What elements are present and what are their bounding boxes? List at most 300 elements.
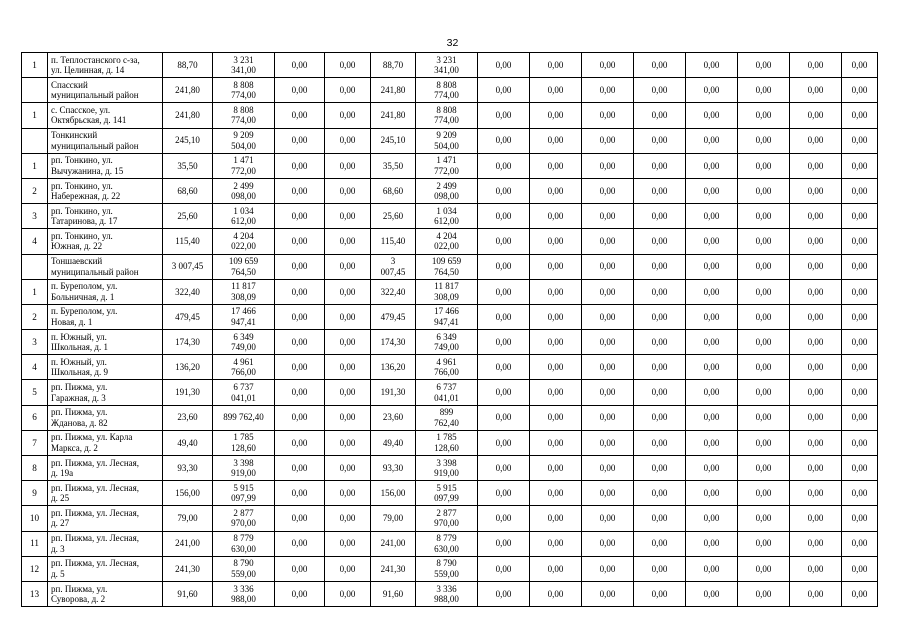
row-number-cell: 4 bbox=[22, 229, 48, 254]
table-row bbox=[22, 304, 878, 329]
area-cell: 68,60 bbox=[163, 178, 213, 203]
value-cell: 0,00 bbox=[530, 254, 582, 279]
address-cell: п. Буреполом, ул. Новая, д. 1 bbox=[48, 304, 163, 329]
value-cell: 0,00 bbox=[582, 481, 634, 506]
value-cell: 0,00 bbox=[478, 481, 530, 506]
value-cell: 0,00 bbox=[790, 53, 842, 78]
value-cell: 0,00 bbox=[634, 481, 686, 506]
value-cell: 0,00 bbox=[738, 405, 790, 430]
value-cell: 0,00 bbox=[842, 229, 878, 254]
area-cell: 79,00 bbox=[371, 506, 416, 531]
value-cell: 0,00 bbox=[738, 103, 790, 128]
value-cell: 0,00 bbox=[686, 178, 738, 203]
value-cell: 0,00 bbox=[478, 380, 530, 405]
cost-cell: 3 398 919,00 bbox=[416, 456, 478, 481]
value-cell: 0,00 bbox=[686, 581, 738, 606]
value-cell: 0,00 bbox=[790, 78, 842, 103]
value-cell: 0,00 bbox=[530, 153, 582, 178]
value-cell: 0,00 bbox=[790, 229, 842, 254]
cost-cell: 109 659 764,50 bbox=[416, 254, 478, 279]
value-cell: 0,00 bbox=[275, 355, 325, 380]
value-cell: 0,00 bbox=[325, 254, 371, 279]
cost-cell: 8 779 630,00 bbox=[213, 531, 275, 556]
value-cell: 0,00 bbox=[842, 103, 878, 128]
area-cell: 479,45 bbox=[163, 304, 213, 329]
value-cell: 0,00 bbox=[634, 254, 686, 279]
area-cell: 241,80 bbox=[371, 103, 416, 128]
address-cell: Тоншаевский муниципальный район bbox=[48, 254, 163, 279]
area-cell: 322,40 bbox=[371, 279, 416, 304]
area-cell: 93,30 bbox=[163, 456, 213, 481]
cost-cell: 8 808 774,00 bbox=[213, 103, 275, 128]
row-number-cell bbox=[22, 254, 48, 279]
area-cell: 241,80 bbox=[163, 78, 213, 103]
value-cell: 0,00 bbox=[478, 506, 530, 531]
value-cell: 0,00 bbox=[634, 531, 686, 556]
value-cell: 0,00 bbox=[686, 380, 738, 405]
area-cell: 3 007,45 bbox=[163, 254, 213, 279]
value-cell: 0,00 bbox=[842, 456, 878, 481]
value-cell: 0,00 bbox=[634, 153, 686, 178]
value-cell: 0,00 bbox=[478, 556, 530, 581]
value-cell: 0,00 bbox=[325, 229, 371, 254]
value-cell: 0,00 bbox=[634, 53, 686, 78]
value-cell: 0,00 bbox=[686, 279, 738, 304]
address-cell: рп. Тонкино, ул. Набережная, д. 22 bbox=[48, 178, 163, 203]
value-cell: 0,00 bbox=[275, 128, 325, 153]
value-cell: 0,00 bbox=[790, 304, 842, 329]
value-cell: 0,00 bbox=[325, 405, 371, 430]
value-cell: 0,00 bbox=[686, 53, 738, 78]
value-cell: 0,00 bbox=[582, 304, 634, 329]
value-cell: 0,00 bbox=[738, 153, 790, 178]
cost-cell: 6 349 749,00 bbox=[213, 330, 275, 355]
value-cell: 0,00 bbox=[582, 380, 634, 405]
value-cell: 0,00 bbox=[842, 178, 878, 203]
row-number-cell: 3 bbox=[22, 330, 48, 355]
table-row bbox=[22, 380, 878, 405]
address-cell: п. Южный, ул. Школьная, д. 1 bbox=[48, 330, 163, 355]
value-cell: 0,00 bbox=[478, 279, 530, 304]
value-cell: 0,00 bbox=[582, 330, 634, 355]
value-cell: 0,00 bbox=[478, 53, 530, 78]
value-cell: 0,00 bbox=[842, 204, 878, 229]
table-row bbox=[22, 430, 878, 455]
value-cell: 0,00 bbox=[478, 254, 530, 279]
value-cell: 0,00 bbox=[478, 78, 530, 103]
value-cell: 0,00 bbox=[634, 456, 686, 481]
row-number-cell: 5 bbox=[22, 380, 48, 405]
value-cell: 0,00 bbox=[582, 279, 634, 304]
cost-cell: 3 336 988,00 bbox=[213, 581, 275, 606]
value-cell: 0,00 bbox=[325, 128, 371, 153]
row-number-cell: 1 bbox=[22, 103, 48, 128]
area-cell: 91,60 bbox=[163, 581, 213, 606]
value-cell: 0,00 bbox=[634, 229, 686, 254]
value-cell: 0,00 bbox=[738, 304, 790, 329]
area-cell: 49,40 bbox=[163, 430, 213, 455]
value-cell: 0,00 bbox=[478, 153, 530, 178]
value-cell: 0,00 bbox=[325, 430, 371, 455]
value-cell: 0,00 bbox=[790, 204, 842, 229]
value-cell: 0,00 bbox=[582, 153, 634, 178]
value-cell: 0,00 bbox=[478, 178, 530, 203]
value-cell: 0,00 bbox=[275, 556, 325, 581]
area-cell: 174,30 bbox=[371, 330, 416, 355]
value-cell: 0,00 bbox=[634, 103, 686, 128]
value-cell: 0,00 bbox=[478, 355, 530, 380]
value-cell: 0,00 bbox=[530, 178, 582, 203]
value-cell: 0,00 bbox=[686, 254, 738, 279]
table-row bbox=[22, 355, 878, 380]
value-cell: 0,00 bbox=[530, 380, 582, 405]
value-cell: 0,00 bbox=[275, 304, 325, 329]
value-cell: 0,00 bbox=[738, 355, 790, 380]
value-cell: 0,00 bbox=[738, 556, 790, 581]
area-cell: 241,30 bbox=[371, 556, 416, 581]
row-number-cell: 2 bbox=[22, 304, 48, 329]
row-number-cell: 8 bbox=[22, 456, 48, 481]
cost-cell: 3 336 988,00 bbox=[416, 581, 478, 606]
cost-cell: 8 808 774,00 bbox=[416, 103, 478, 128]
value-cell: 0,00 bbox=[842, 380, 878, 405]
area-cell: 23,60 bbox=[371, 405, 416, 430]
value-cell: 0,00 bbox=[790, 330, 842, 355]
area-cell: 241,30 bbox=[163, 556, 213, 581]
value-cell: 0,00 bbox=[478, 330, 530, 355]
value-cell: 0,00 bbox=[325, 506, 371, 531]
value-cell: 0,00 bbox=[686, 531, 738, 556]
value-cell: 0,00 bbox=[275, 430, 325, 455]
value-cell: 0,00 bbox=[842, 430, 878, 455]
value-cell: 0,00 bbox=[686, 330, 738, 355]
value-cell: 0,00 bbox=[790, 506, 842, 531]
address-cell: п. Теплостанского с-за, ул. Целинная, д. 14 bbox=[48, 53, 163, 78]
row-number-cell: 1 bbox=[22, 279, 48, 304]
value-cell: 0,00 bbox=[738, 581, 790, 606]
table-row bbox=[22, 405, 878, 430]
value-cell: 0,00 bbox=[790, 405, 842, 430]
cost-cell: 8 808 774,00 bbox=[213, 78, 275, 103]
value-cell: 0,00 bbox=[634, 304, 686, 329]
area-cell: 3 007,45 bbox=[371, 254, 416, 279]
value-cell: 0,00 bbox=[842, 279, 878, 304]
value-cell: 0,00 bbox=[842, 330, 878, 355]
value-cell: 0,00 bbox=[842, 78, 878, 103]
cost-cell: 5 915 097,99 bbox=[213, 481, 275, 506]
value-cell: 0,00 bbox=[686, 204, 738, 229]
value-cell: 0,00 bbox=[842, 304, 878, 329]
value-cell: 0,00 bbox=[686, 481, 738, 506]
value-cell: 0,00 bbox=[790, 355, 842, 380]
value-cell: 0,00 bbox=[738, 254, 790, 279]
table-row bbox=[22, 506, 878, 531]
value-cell: 0,00 bbox=[478, 456, 530, 481]
area-cell: 191,30 bbox=[371, 380, 416, 405]
value-cell: 0,00 bbox=[582, 531, 634, 556]
value-cell: 0,00 bbox=[582, 506, 634, 531]
value-cell: 0,00 bbox=[582, 178, 634, 203]
address-cell: рп. Пижма, ул. Лесная, д. 19а bbox=[48, 456, 163, 481]
value-cell: 0,00 bbox=[325, 531, 371, 556]
value-cell: 0,00 bbox=[478, 229, 530, 254]
value-cell: 0,00 bbox=[325, 103, 371, 128]
row-number-cell: 9 bbox=[22, 481, 48, 506]
table-row bbox=[22, 481, 878, 506]
value-cell: 0,00 bbox=[582, 556, 634, 581]
value-cell: 0,00 bbox=[634, 430, 686, 455]
value-cell: 0,00 bbox=[530, 481, 582, 506]
table-row bbox=[22, 229, 878, 254]
value-cell: 0,00 bbox=[530, 204, 582, 229]
value-cell: 0,00 bbox=[582, 103, 634, 128]
table-row bbox=[22, 254, 878, 279]
value-cell: 0,00 bbox=[325, 481, 371, 506]
value-cell: 0,00 bbox=[686, 128, 738, 153]
value-cell: 0,00 bbox=[325, 330, 371, 355]
value-cell: 0,00 bbox=[478, 531, 530, 556]
value-cell: 0,00 bbox=[790, 430, 842, 455]
row-number-cell: 4 bbox=[22, 355, 48, 380]
value-cell: 0,00 bbox=[842, 53, 878, 78]
table-row bbox=[22, 204, 878, 229]
value-cell: 0,00 bbox=[738, 380, 790, 405]
area-cell: 241,00 bbox=[371, 531, 416, 556]
cost-cell: 1 034 612,00 bbox=[416, 204, 478, 229]
value-cell: 0,00 bbox=[790, 254, 842, 279]
value-cell: 0,00 bbox=[634, 405, 686, 430]
value-cell: 0,00 bbox=[686, 78, 738, 103]
area-cell: 79,00 bbox=[163, 506, 213, 531]
value-cell: 0,00 bbox=[275, 531, 325, 556]
cost-cell: 8 790 559,00 bbox=[213, 556, 275, 581]
value-cell: 0,00 bbox=[530, 53, 582, 78]
value-cell: 0,00 bbox=[530, 506, 582, 531]
value-cell: 0,00 bbox=[842, 556, 878, 581]
value-cell: 0,00 bbox=[582, 430, 634, 455]
table-row bbox=[22, 330, 878, 355]
value-cell: 0,00 bbox=[325, 581, 371, 606]
table-row bbox=[22, 279, 878, 304]
cost-cell: 3 398 919,00 bbox=[213, 456, 275, 481]
value-cell: 0,00 bbox=[634, 78, 686, 103]
value-cell: 0,00 bbox=[530, 279, 582, 304]
value-cell: 0,00 bbox=[738, 279, 790, 304]
value-cell: 0,00 bbox=[582, 53, 634, 78]
value-cell: 0,00 bbox=[790, 481, 842, 506]
area-cell: 35,50 bbox=[163, 153, 213, 178]
value-cell: 0,00 bbox=[325, 304, 371, 329]
row-number-cell: 12 bbox=[22, 556, 48, 581]
area-cell: 35,50 bbox=[371, 153, 416, 178]
area-cell: 91,60 bbox=[371, 581, 416, 606]
area-cell: 156,00 bbox=[371, 481, 416, 506]
value-cell: 0,00 bbox=[790, 178, 842, 203]
value-cell: 0,00 bbox=[478, 304, 530, 329]
row-number-cell: 2 bbox=[22, 178, 48, 203]
value-cell: 0,00 bbox=[686, 153, 738, 178]
value-cell: 0,00 bbox=[275, 103, 325, 128]
value-cell: 0,00 bbox=[686, 355, 738, 380]
value-cell: 0,00 bbox=[634, 330, 686, 355]
area-cell: 245,10 bbox=[163, 128, 213, 153]
area-cell: 322,40 bbox=[163, 279, 213, 304]
cost-cell: 109 659 764,50 bbox=[213, 254, 275, 279]
cost-cell: 2 499 098,00 bbox=[416, 178, 478, 203]
value-cell: 0,00 bbox=[686, 103, 738, 128]
page-number: 32 bbox=[446, 37, 459, 49]
cost-cell: 8 779 630,00 bbox=[416, 531, 478, 556]
value-cell: 0,00 bbox=[478, 204, 530, 229]
cost-cell: 4 204 022,00 bbox=[213, 229, 275, 254]
value-cell: 0,00 bbox=[325, 556, 371, 581]
value-cell: 0,00 bbox=[325, 355, 371, 380]
value-cell: 0,00 bbox=[686, 304, 738, 329]
cost-cell: 11 817 308,09 bbox=[213, 279, 275, 304]
value-cell: 0,00 bbox=[790, 153, 842, 178]
area-cell: 49,40 bbox=[371, 430, 416, 455]
table-row bbox=[22, 531, 878, 556]
value-cell: 0,00 bbox=[275, 581, 325, 606]
cost-cell: 1 471 772,00 bbox=[213, 153, 275, 178]
value-cell: 0,00 bbox=[582, 254, 634, 279]
value-cell: 0,00 bbox=[842, 481, 878, 506]
table-row bbox=[22, 53, 878, 78]
value-cell: 0,00 bbox=[738, 178, 790, 203]
value-cell: 0,00 bbox=[634, 581, 686, 606]
row-number-cell: 1 bbox=[22, 153, 48, 178]
table-row bbox=[22, 128, 878, 153]
value-cell: 0,00 bbox=[634, 556, 686, 581]
value-cell: 0,00 bbox=[790, 531, 842, 556]
cost-cell: 8 808 774,00 bbox=[416, 78, 478, 103]
cost-cell: 17 466 947,41 bbox=[416, 304, 478, 329]
address-cell: рп. Тонкино, ул. Татаринова, д. 17 bbox=[48, 204, 163, 229]
value-cell: 0,00 bbox=[790, 380, 842, 405]
area-cell: 136,20 bbox=[371, 355, 416, 380]
value-cell: 0,00 bbox=[325, 380, 371, 405]
value-cell: 0,00 bbox=[478, 430, 530, 455]
cost-cell: 2 877 970,00 bbox=[213, 506, 275, 531]
row-number-cell: 3 bbox=[22, 204, 48, 229]
cost-cell: 2 499 098,00 bbox=[213, 178, 275, 203]
address-cell: п. Буреполом, ул. Больничная, д. 1 bbox=[48, 279, 163, 304]
address-cell: с. Спасское, ул. Октябрьская, д. 141 bbox=[48, 103, 163, 128]
table-body bbox=[22, 53, 878, 607]
value-cell: 0,00 bbox=[275, 78, 325, 103]
value-cell: 0,00 bbox=[842, 254, 878, 279]
value-cell: 0,00 bbox=[790, 279, 842, 304]
value-cell: 0,00 bbox=[686, 430, 738, 455]
value-cell: 0,00 bbox=[582, 405, 634, 430]
cost-cell: 3 231 341,00 bbox=[213, 53, 275, 78]
value-cell: 0,00 bbox=[478, 103, 530, 128]
value-cell: 0,00 bbox=[634, 128, 686, 153]
value-cell: 0,00 bbox=[275, 254, 325, 279]
value-cell: 0,00 bbox=[686, 405, 738, 430]
value-cell: 0,00 bbox=[738, 330, 790, 355]
value-cell: 0,00 bbox=[530, 128, 582, 153]
value-cell: 0,00 bbox=[738, 229, 790, 254]
area-cell: 241,80 bbox=[371, 78, 416, 103]
cost-cell: 2 877 970,00 bbox=[416, 506, 478, 531]
cost-cell: 4 961 766,00 bbox=[416, 355, 478, 380]
area-cell: 23,60 bbox=[163, 405, 213, 430]
area-cell: 174,30 bbox=[163, 330, 213, 355]
value-cell: 0,00 bbox=[842, 153, 878, 178]
area-cell: 245,10 bbox=[371, 128, 416, 153]
value-cell: 0,00 bbox=[738, 506, 790, 531]
value-cell: 0,00 bbox=[530, 556, 582, 581]
cost-cell: 9 209 504,00 bbox=[213, 128, 275, 153]
value-cell: 0,00 bbox=[582, 355, 634, 380]
cost-cell: 8 790 559,00 bbox=[416, 556, 478, 581]
value-cell: 0,00 bbox=[790, 456, 842, 481]
value-cell: 0,00 bbox=[582, 581, 634, 606]
value-cell: 0,00 bbox=[530, 531, 582, 556]
area-cell: 115,40 bbox=[163, 229, 213, 254]
area-cell: 25,60 bbox=[371, 204, 416, 229]
value-cell: 0,00 bbox=[634, 355, 686, 380]
address-cell: рп. Пижма, ул. Гаражная, д. 3 bbox=[48, 380, 163, 405]
area-cell: 93,30 bbox=[371, 456, 416, 481]
value-cell: 0,00 bbox=[275, 153, 325, 178]
value-cell: 0,00 bbox=[738, 53, 790, 78]
row-number-cell: 7 bbox=[22, 430, 48, 455]
table-row bbox=[22, 78, 878, 103]
value-cell: 0,00 bbox=[634, 279, 686, 304]
row-number-cell bbox=[22, 128, 48, 153]
value-cell: 0,00 bbox=[686, 229, 738, 254]
cost-cell: 1 785 128,60 bbox=[213, 430, 275, 455]
value-cell: 0,00 bbox=[582, 229, 634, 254]
value-cell: 0,00 bbox=[275, 229, 325, 254]
value-cell: 0,00 bbox=[530, 456, 582, 481]
table-row bbox=[22, 178, 878, 203]
value-cell: 0,00 bbox=[275, 506, 325, 531]
value-cell: 0,00 bbox=[325, 78, 371, 103]
area-cell: 241,80 bbox=[163, 103, 213, 128]
value-cell: 0,00 bbox=[275, 178, 325, 203]
area-cell: 115,40 bbox=[371, 229, 416, 254]
value-cell: 0,00 bbox=[325, 456, 371, 481]
value-cell: 0,00 bbox=[530, 330, 582, 355]
address-cell: рп. Пижма, ул. Лесная, д. 25 bbox=[48, 481, 163, 506]
address-cell: п. Южный, ул. Школьная, д. 9 bbox=[48, 355, 163, 380]
value-cell: 0,00 bbox=[790, 581, 842, 606]
row-number-cell: 6 bbox=[22, 405, 48, 430]
value-cell: 0,00 bbox=[686, 456, 738, 481]
cost-cell: 899 762,40 bbox=[416, 405, 478, 430]
cost-cell: 4 204 022,00 bbox=[416, 229, 478, 254]
data-table bbox=[21, 52, 878, 607]
value-cell: 0,00 bbox=[530, 581, 582, 606]
row-number-cell bbox=[22, 78, 48, 103]
address-cell: Спасский муниципальный район bbox=[48, 78, 163, 103]
cost-cell: 11 817 308,09 bbox=[416, 279, 478, 304]
cost-cell: 9 209 504,00 bbox=[416, 128, 478, 153]
value-cell: 0,00 bbox=[530, 430, 582, 455]
value-cell: 0,00 bbox=[738, 128, 790, 153]
value-cell: 0,00 bbox=[842, 581, 878, 606]
value-cell: 0,00 bbox=[275, 481, 325, 506]
value-cell: 0,00 bbox=[842, 405, 878, 430]
value-cell: 0,00 bbox=[790, 128, 842, 153]
value-cell: 0,00 bbox=[634, 506, 686, 531]
address-cell: Тонкинский муниципальный район bbox=[48, 128, 163, 153]
value-cell: 0,00 bbox=[686, 556, 738, 581]
value-cell: 0,00 bbox=[634, 204, 686, 229]
